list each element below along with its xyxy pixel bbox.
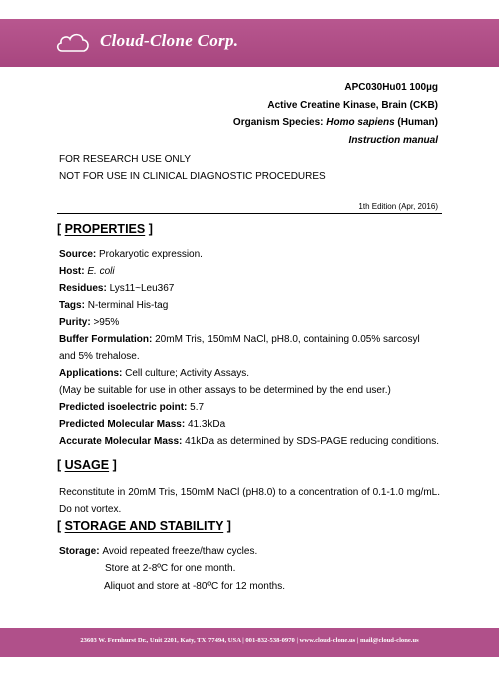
purity-row: Purity: >95%: [59, 317, 120, 328]
footer-contact: 23603 W. Fernhurst Dr., Unit 2201, Katy, TX 77494, USA | 001-832-538-0970 | www.cloud-clone.us | mail@cloud-clone.us: [80, 637, 419, 644]
section-title-usage: [ USAGE ]: [57, 458, 117, 472]
applications-row: Applications: Cell culture; Activity Assays.: [59, 368, 250, 379]
notice-line-2: NOT FOR USE IN CLINICAL DIAGNOSTIC PROCEDURES: [59, 171, 326, 182]
product-code: APC030Hu01 100µg: [344, 82, 438, 93]
section-title-properties: [ PROPERTIES ]: [57, 222, 153, 236]
usage-notice: [59, 151, 326, 185]
product-name: Active Creatine Kinase, Brain (CKB): [267, 99, 438, 111]
organism-species: Organism Species: Homo sapiens (Human): [232, 117, 438, 128]
accurate-mass-row: Accurate Molecular Mass: 41kDa as determined by SDS-PAGE reducing conditions.: [59, 436, 440, 447]
pi-row: Predicted isoelectric point: 5.7: [59, 402, 205, 413]
manual-label: Instruction manual: [348, 134, 438, 146]
product-info: [233, 79, 438, 149]
header-banner: [0, 19, 499, 67]
divider: [57, 213, 442, 214]
tags-row: Tags: N-terminal His-tag: [59, 300, 169, 311]
applications-note: (May be suitable for use in other assays to be determined by the end user.): [59, 385, 391, 396]
edition-label: 1th Edition (Apr, 2016): [358, 202, 438, 211]
storage-line-2: Store at 2-8ºC for one month.: [105, 563, 236, 574]
buffer-row-continued: and 5% trehalose.: [59, 351, 140, 362]
notice-line-1: FOR RESEARCH USE ONLY: [59, 154, 192, 165]
host-row: Host: E. coli: [59, 266, 115, 277]
residues-row: Residues: Lys11~Leu367: [59, 283, 175, 294]
brand-name: Cloud-Clone Corp.: [100, 31, 239, 50]
predicted-mass-row: Predicted Molecular Mass: 41.3kDa: [59, 419, 226, 430]
storage-line-3: Aliquot and store at -80ºC for 12 months.: [104, 581, 285, 592]
usage-text: Reconstitute in 20mM Tris, 150mM NaCl (pH8.0) to a concentration of 0.1-1.0 mg/mL. Do not vortex.: [59, 487, 440, 515]
source-row: Source: Prokaryotic expression.: [59, 249, 203, 260]
section-title-storage: [ STORAGE AND STABILITY ]: [57, 519, 231, 533]
storage-row: Storage: Avoid repeated freeze/thaw cycles.: [59, 546, 258, 557]
cloud-logo-icon: [55, 30, 91, 56]
buffer-row: Buffer Formulation: 20mM Tris, 150mM NaCl, pH8.0, containing 0.05% sarcosyl: [59, 334, 420, 345]
footer-bar: [0, 628, 499, 657]
